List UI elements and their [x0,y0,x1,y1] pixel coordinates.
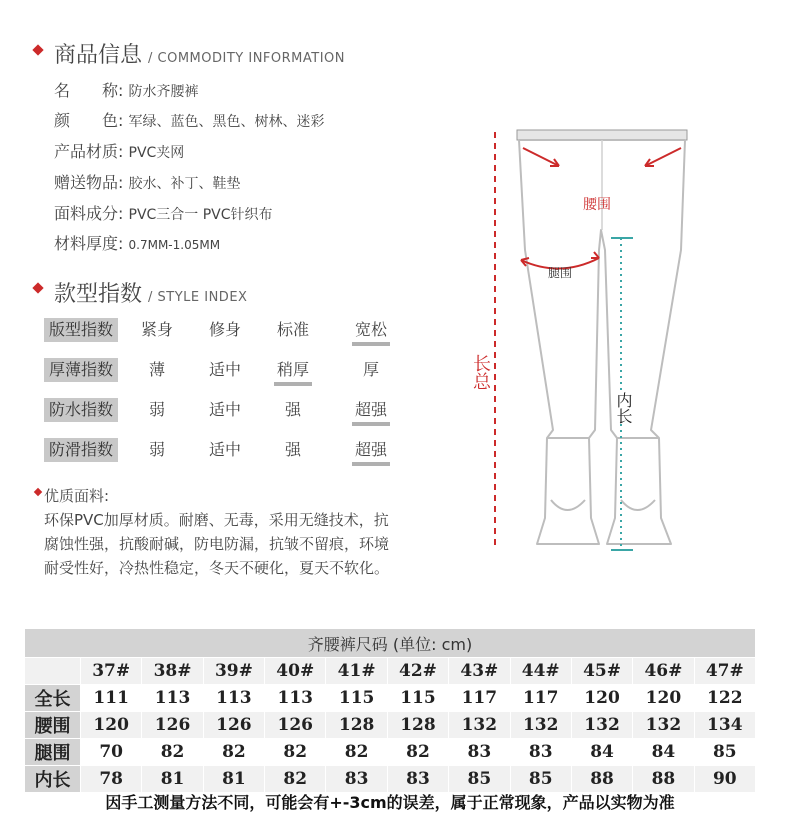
footnote: 因手工测量方法不同，可能会有+-3cm的误差，属于正常现象，产品以实物为准 [105,793,675,812]
commodity-subtitle: / COMMODITY INFORMATION [148,51,345,66]
waist-belt [517,130,687,140]
table-row-inner-length [25,766,756,793]
index-option: 弱 [148,440,165,459]
table-header-row [25,658,756,685]
wader-diagram [455,120,715,580]
index-option: 弱 [148,400,165,419]
table-title-row [25,629,756,658]
table-cell: 126 [142,712,203,739]
index-option-selected: 稍厚 [270,358,316,382]
table-cell: 88 [571,766,632,793]
table-cell: 113 [265,685,326,712]
table-cell: 82 [142,739,203,766]
index-option: 紧身 [140,320,173,339]
index-label: 厚薄指数 [44,358,118,382]
size-header: 41# [326,658,387,685]
table-cell: 113 [203,685,264,712]
info-row-name: 名 称: 防水齐腰裤 [54,81,199,100]
table-cell: 132 [449,712,510,739]
table-cell: 70 [81,739,142,766]
index-option: 修身 [208,320,241,339]
table-cell: 120 [633,685,694,712]
size-header: 39# [203,658,264,685]
table-cell: 84 [571,739,632,766]
table-cell: 117 [449,685,510,712]
style-index-subtitle: / STYLE INDEX [148,290,248,305]
index-option-selected: 超强 [348,438,394,462]
index-option: 强 [284,440,301,459]
table-cell: 81 [142,766,203,793]
index-row-waterproof [44,396,394,430]
inner-length-label: 内长 [614,392,633,424]
row-label: 腿围 [25,739,81,766]
table-cell: 134 [694,712,755,739]
table-cell: 122 [694,685,755,712]
thigh-label: 腿围 [548,266,573,280]
table-cell: 128 [326,712,387,739]
section-marker-icon [32,44,43,55]
index-option: 薄 [148,360,165,379]
table-cell: 117 [510,685,571,712]
table-cell: 83 [326,766,387,793]
size-header: 37# [81,658,142,685]
quality-text: 环保PVC加厚材质。耐磨、无毒，采用无缝技术，抗腐蚀性强，抗酸耐碱，防电防漏，抗皱不留痕，环境耐受性好，冷热性稳定，冬天不硬化，夏天不软化。 [44,511,390,577]
table-cell: 81 [203,766,264,793]
table-cell: 83 [387,766,448,793]
row-label: 全长 [25,685,81,712]
style-index-title [54,277,247,308]
table-cell: 115 [326,685,387,712]
table-corner [25,658,81,685]
table-cell: 90 [694,766,755,793]
table-cell: 113 [142,685,203,712]
table-cell: 85 [510,766,571,793]
table-cell: 132 [571,712,632,739]
waist-label: 腰围 [583,197,611,213]
index-option-selected: 超强 [348,398,394,422]
size-table [24,628,756,793]
index-option: 适中 [208,440,241,459]
size-header: 43# [449,658,510,685]
size-header: 44# [510,658,571,685]
index-row-antislip [44,436,394,470]
table-cell: 84 [633,739,694,766]
commodity-title [54,38,345,69]
index-label: 版型指数 [44,318,118,342]
style-index-title-text: 款型指数 [54,282,143,307]
table-cell: 82 [326,739,387,766]
table-row-waist [25,712,756,739]
info-row-fabric: 面料成分: PVC三合一 PVC针织布 [54,204,273,223]
index-option: 厚 [362,360,379,379]
index-option: 适中 [208,400,241,419]
table-cell: 126 [203,712,264,739]
table-cell: 115 [387,685,448,712]
index-label: 防水指数 [44,398,118,422]
table-cell: 82 [203,739,264,766]
info-row-gifts: 赠送物品: 胶水、补丁、鞋垫 [54,173,241,192]
size-header: 40# [265,658,326,685]
size-header: 42# [387,658,448,685]
table-cell: 83 [449,739,510,766]
table-row-total-length [25,685,756,712]
table-cell: 88 [633,766,694,793]
quality-marker-icon [34,488,42,496]
index-option: 标准 [276,320,309,339]
size-header: 47# [694,658,755,685]
table-cell: 82 [265,739,326,766]
section-marker-icon [32,282,43,293]
size-header: 46# [633,658,694,685]
table-cell: 132 [633,712,694,739]
index-option: 强 [284,400,301,419]
table-cell: 78 [81,766,142,793]
index-option: 适中 [208,360,241,379]
table-cell: 132 [510,712,571,739]
table-cell: 120 [81,712,142,739]
row-label: 内长 [25,766,81,793]
table-cell: 85 [694,739,755,766]
index-option-selected: 宽松 [348,318,394,342]
table-row-thigh [25,739,756,766]
table-cell: 83 [510,739,571,766]
index-label: 防滑指数 [44,438,118,462]
info-row-thickness: 材料厚度: 0.7MM-1.05MM [54,234,221,253]
info-row-material: 产品材质: PVC夹网 [54,142,185,161]
table-cell: 120 [571,685,632,712]
table-title: 齐腰裤尺码 (单位: cm) [25,629,756,658]
index-row-thickness [44,356,394,390]
table-cell: 128 [387,712,448,739]
row-label: 腰围 [25,712,81,739]
info-row-color: 颜 色: 军绿、蓝色、黑色、树林、迷彩 [54,111,325,130]
table-cell: 82 [387,739,448,766]
size-header: 38# [142,658,203,685]
size-header: 45# [571,658,632,685]
table-cell: 85 [449,766,510,793]
index-row-fit [44,316,394,350]
quality-title: 优质面料: [44,487,110,505]
quality-block [44,484,394,580]
table-cell: 111 [81,685,142,712]
total-length-label: 长总 [470,354,491,390]
table-cell: 126 [265,712,326,739]
commodity-title-text: 商品信息 [54,43,143,68]
table-cell: 82 [265,766,326,793]
